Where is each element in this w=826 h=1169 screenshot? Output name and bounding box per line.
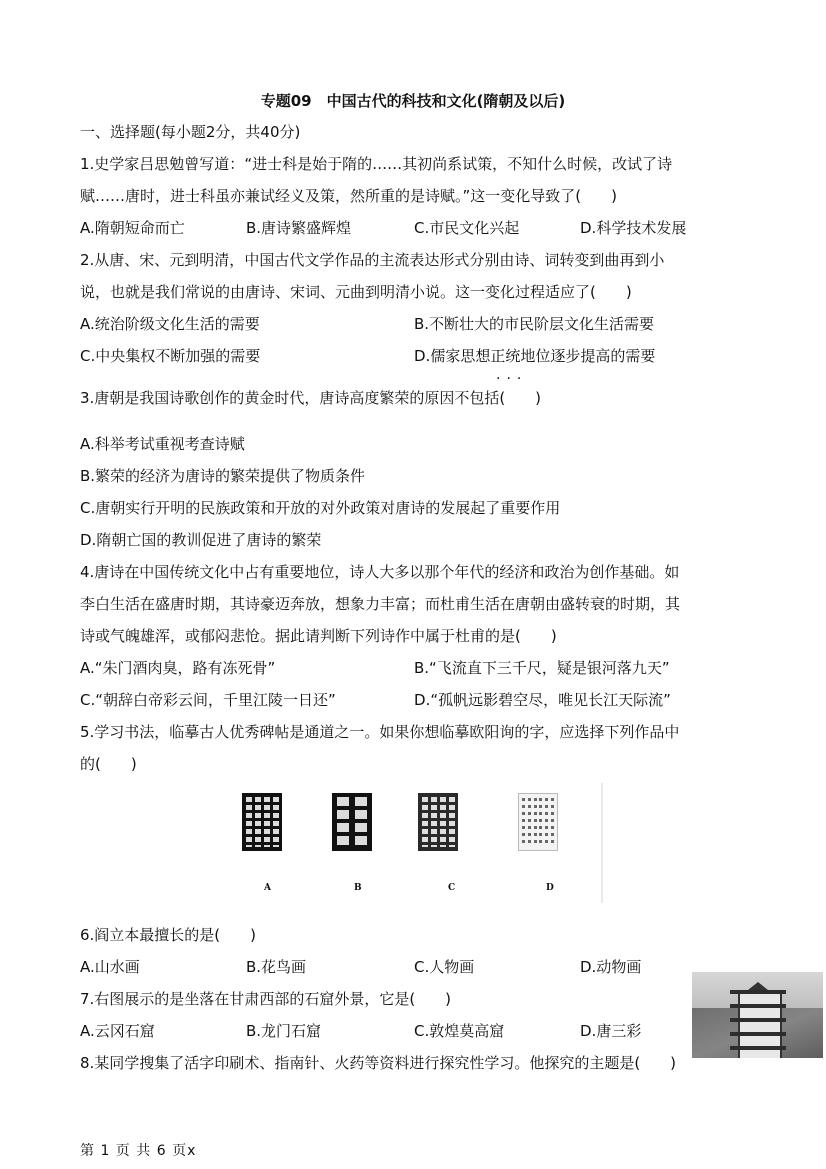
calligraphy-image-d [518,793,558,851]
q3-option-d: D.隋朝亡国的教训促进了唐诗的繁荣 [80,531,322,549]
q4-stem-line1: 4.唐诗在中国传统文化中占有重要地位，诗人大多以那个年代的经济和政治为创作基础。如 [80,563,680,581]
q4-stem-line2: 李白生活在盛唐时期，其诗豪迈奔放，想象力丰富；而杜甫生活在唐朝由盛转衰的时期，其 [80,595,681,613]
q6-option-b: B.花鸟画 [246,958,307,976]
image-label-d: D [546,883,554,893]
q2-option-c: C.中央集权不断加强的需要 [80,347,261,365]
q7-option-a: A.云冈石窟 [80,1022,155,1040]
q8-stem-line1: 8.某同学搜集了活字印刷术、指南针、火药等资料进行探究性学习。他探究的主题是( ) [80,1054,677,1072]
q3-stem-line1: 3.唐朝是我国诗歌创作的黄金时代，唐诗高度繁荣的原因不包括( ) [80,389,542,407]
figure-edge [601,783,603,903]
q4-option-d: D.“孤帆远影碧空尽，唯见长江天际流” [414,691,671,709]
image-label-a: A [264,883,271,893]
q7-option-b: B.龙门石窟 [246,1022,322,1040]
q1-stem-line1: 1.史学家吕思勉曾写道：“进士科是始于隋的……其初尚系试策，不知什么时候，改试了诗 [80,155,673,173]
q5-stem-line2: 的( ) [80,755,137,773]
calligraphy-image-b [332,793,372,851]
image-label-b: B [354,883,362,893]
q5-stem-line1: 5.学习书法，临摹古人优秀碑帖是通道之一。如果你想临摹欧阳询的字，应选择下列作品中 [80,723,680,741]
q4-stem-line3: 诗或气魄雄浑，或郁闷悲怆。据此请判断下列诗作中属于杜甫的是( ) [80,627,557,645]
q7-option-c: C.敦煌莫高窟 [414,1022,505,1040]
q4-option-b: B.“飞流直下三千尺，疑是银河落九天” [414,659,670,677]
q1-stem-line2: 赋……唐时，进士科虽亦兼试经义及策，然所重的是诗赋。”这一变化导致了( ) [80,187,617,205]
emphasis-dots: ··· [496,371,528,387]
q7-option-d: D.唐三彩 [580,1022,642,1040]
q6-option-c: C.人物画 [414,958,475,976]
q1-option-d: D.科学技术发展 [580,219,687,237]
q2-option-b: B.不断壮大的市民阶层文化生活需要 [414,315,655,333]
q2-stem-line1: 2.从唐、宋、元到明清，中国古代文学作品的主流表达形式分别由诗、词转变到曲再到小 [80,251,665,269]
q2-stem-line2: 说，也就是我们常说的由唐诗、宋词、元曲到明清小说。这一变化过程适应了( ) [80,283,632,301]
q1-option-a: A.隋朝短命而亡 [80,219,185,237]
q6-option-d: D.动物画 [580,958,642,976]
q6-option-a: A.山水画 [80,958,140,976]
q6-stem-line1: 6.阎立本最擅长的是( ) [80,926,257,944]
calligraphy-figure [228,783,603,903]
q2-option-a: A.统治阶级文化生活的需要 [80,315,260,333]
document-title: 专题09 中国古代的科技和文化(隋朝及以后) [260,92,566,110]
page-footer: 第 1 页 共 6 页x [80,1143,197,1159]
q3-option-c: C.唐朝实行开明的民族政策和开放的对外政策对唐诗的发展起了重要作用 [80,499,561,517]
section-heading: 一、选择题(每小题2分，共40分) [80,123,301,141]
q3-option-b: B.繁荣的经济为唐诗的繁荣提供了物质条件 [80,467,366,485]
image-label-c: C [448,883,456,893]
mogao-caves-photo [692,972,823,1058]
calligraphy-image-a [242,793,282,851]
q7-stem-line1: 7.右图展示的是坐落在甘肃西部的石窟外景，它是( ) [80,990,452,1008]
pagoda-building [730,982,786,1058]
q4-option-c: C.“朝辞白帝彩云间，千里江陵一日还” [80,691,336,709]
q4-option-a: A.“朱门酒肉臭，路有冻死骨” [80,659,276,677]
q3-option-a: A.科举考试重视考查诗赋 [80,435,245,453]
q1-option-c: C.市民文化兴起 [414,219,520,237]
calligraphy-image-c [418,793,458,851]
q2-option-d: D.儒家思想正统地位逐步提高的需要 [414,347,656,365]
q1-option-b: B.唐诗繁盛辉煌 [246,219,352,237]
